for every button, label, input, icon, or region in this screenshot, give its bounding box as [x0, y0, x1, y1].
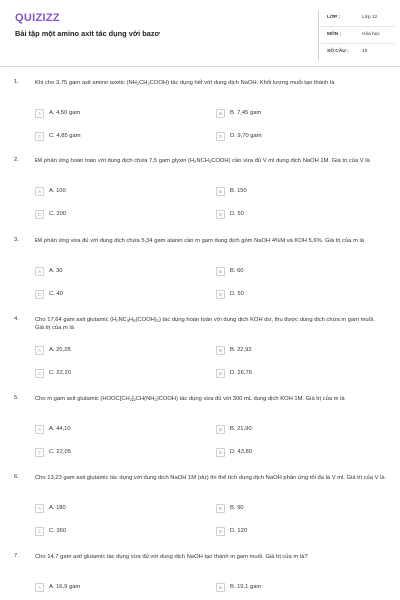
option-text: C. 40	[49, 291, 63, 297]
option-letter-badge: C	[35, 132, 44, 141]
option-text: A. 20,28	[49, 347, 71, 353]
answer-option-c[interactable]	[35, 369, 185, 379]
question-number: 4.	[14, 316, 19, 322]
option-letter-badge: A	[35, 346, 44, 355]
meta-key: SỐ CÂU :	[327, 49, 349, 54]
question-text: Cho 17,64 gam axit glutamic $(H_2NC_3H_5(COOH)_2)$ tác dụng hoàn toàn với dung dịch KOH dư, thu được dung dịch chứa m gam muối. Giá trị của m là	[35, 317, 375, 331]
answer-option-a[interactable]	[35, 504, 185, 514]
option-letter-badge: D	[216, 527, 225, 536]
option-text: C. 22,20	[49, 370, 71, 376]
option-letter-badge: A	[35, 187, 44, 196]
meta-row-class	[319, 10, 395, 27]
question-text: Để phản ứng vừa đủ với dung dịch chứa 5,34 gam alanin cần m gam dung dịch gồm NaOH 4%M và KOH 5,6%. Giá trị của m là	[35, 238, 364, 244]
answer-option-b[interactable]	[216, 583, 366, 593]
option-text: D. 120	[230, 528, 248, 534]
option-letter-badge: A	[35, 504, 44, 513]
answer-option-d[interactable]	[216, 448, 366, 458]
meta-value: Lớp 12	[362, 15, 378, 20]
option-text: B. 90	[230, 505, 244, 511]
answer-option-c[interactable]	[35, 132, 185, 142]
option-letter-badge: B	[216, 583, 225, 592]
question-text: Để phản ứng hoàn toàn với dung dịch chứa 7,5 gam glyxin $(H_2NCH_2COOH)$ cần vừa đủ V ml dung dịch NaOH 1M. Giá trị của V là	[35, 158, 370, 164]
option-text: A. 180	[49, 505, 66, 511]
answer-option-a[interactable]	[35, 346, 185, 356]
worksheet-meta	[318, 10, 395, 60]
option-text: A. 100	[49, 188, 66, 194]
answer-option-b[interactable]	[216, 109, 366, 119]
option-text: D. 9,70 gam	[230, 133, 262, 139]
answer-option-d[interactable]	[216, 369, 366, 379]
answer-option-c[interactable]	[35, 290, 185, 300]
option-letter-badge: D	[216, 448, 225, 457]
meta-value: 10	[362, 49, 368, 54]
option-letter-badge: B	[216, 504, 225, 513]
option-letter-badge: A	[35, 583, 44, 592]
option-text: D. 50	[230, 211, 244, 217]
option-letter-badge: D	[216, 369, 225, 378]
question-text: Khi cho 3,75 gam axit amino axetic $(NH_2CH_2COOH)$ tác dụng hết với dung dịch NaOH. Khối lượng muối tạo thành là	[35, 80, 335, 86]
question-number: 2.	[14, 157, 19, 163]
option-letter-badge: C	[35, 210, 44, 219]
option-text: A. 4,50 gam	[49, 110, 81, 116]
option-letter-badge: A	[35, 425, 44, 434]
option-text: C. 4,85 gam	[49, 133, 81, 139]
option-letter-badge: B	[216, 187, 225, 196]
answer-option-d[interactable]	[216, 210, 366, 220]
option-letter-badge: C	[35, 369, 44, 378]
answer-option-a[interactable]	[35, 267, 185, 277]
option-text: D. 43,80	[230, 449, 252, 455]
option-letter-badge: B	[216, 267, 225, 276]
option-letter-badge: B	[216, 346, 225, 355]
option-letter-badge: D	[216, 290, 225, 299]
answer-option-b[interactable]	[216, 267, 366, 277]
option-text: B. 19,1 gam	[230, 584, 262, 590]
answer-option-b[interactable]	[216, 504, 366, 514]
option-text: B. 60	[230, 268, 244, 274]
answer-option-d[interactable]	[216, 132, 366, 142]
option-text: D. 50	[230, 291, 244, 297]
option-letter-badge: D	[216, 210, 225, 219]
worksheet-header	[0, 0, 400, 60]
option-text: D. 26,76	[230, 370, 252, 376]
worksheet-title: Bài tập một amino axit tác dụng với bazơ	[15, 29, 160, 38]
answer-option-c[interactable]	[35, 527, 185, 537]
answer-option-c[interactable]	[35, 448, 185, 458]
option-text: B. 21,90	[230, 426, 252, 432]
option-text: C. 22,05	[49, 449, 71, 455]
option-letter-badge: C	[35, 448, 44, 457]
meta-key: LỚP :	[327, 15, 341, 20]
option-text: B. 150	[230, 188, 247, 194]
answer-option-a[interactable]	[35, 425, 185, 435]
question-number: 6.	[14, 474, 19, 480]
answer-option-a[interactable]	[35, 187, 185, 197]
answer-option-a[interactable]	[35, 109, 185, 119]
option-text: B. 22,92	[230, 347, 252, 353]
answer-option-b[interactable]	[216, 425, 366, 435]
header-divider	[0, 66, 400, 67]
option-text: A. 30	[49, 268, 63, 274]
option-text: C. 200	[49, 211, 67, 217]
answer-option-b[interactable]	[216, 187, 366, 197]
option-text: B. 7,45 gam	[230, 110, 262, 116]
answer-option-c[interactable]	[35, 210, 185, 220]
question-number: 1.	[14, 79, 19, 85]
option-text: A. 44,10	[49, 426, 71, 432]
question-number: 3.	[14, 237, 19, 243]
option-text: C. 360	[49, 528, 67, 534]
question-text: Cho 13,23 gam axit glutamic tác dụng với dung dịch NaOH 1M (dư) thì thể tích dung dịch NaOH phản ứng tối đa là V ml. Giá trị của V là	[35, 475, 385, 481]
question-text: Cho 14,7 gam axit glutamic tác dụng vừa đủ với dung dịch NaOH tạo thành m gam muối. Giá trị của m là?	[35, 554, 308, 560]
question-number: 5.	[14, 395, 19, 401]
meta-row-subject	[319, 27, 395, 44]
option-text: A. 16,9 gam	[49, 584, 81, 590]
answer-option-d[interactable]	[216, 290, 366, 300]
option-letter-badge: A	[35, 109, 44, 118]
question-text: Cho m gam axit glutamic $(HOOC[CH_2]_2CH(NH_2)COOH)$ tác dụng vừa đủ với 300 mL dung dịch KOH 1M. Giá trị của m là	[35, 396, 345, 402]
option-letter-badge: D	[216, 132, 225, 141]
question-number: 7.	[14, 553, 19, 559]
option-letter-badge: A	[35, 267, 44, 276]
option-letter-badge: B	[216, 109, 225, 118]
meta-row-count	[319, 44, 395, 60]
answer-option-a[interactable]	[35, 583, 185, 593]
option-letter-badge: C	[35, 527, 44, 536]
answer-option-b[interactable]	[216, 346, 366, 356]
meta-key: MÔN :	[327, 32, 342, 37]
meta-value: Hóa học	[362, 32, 380, 37]
answer-option-d[interactable]	[216, 527, 366, 537]
option-letter-badge: B	[216, 425, 225, 434]
option-letter-badge: C	[35, 290, 44, 299]
quizizz-logo: QUIZIZZ	[15, 12, 60, 24]
